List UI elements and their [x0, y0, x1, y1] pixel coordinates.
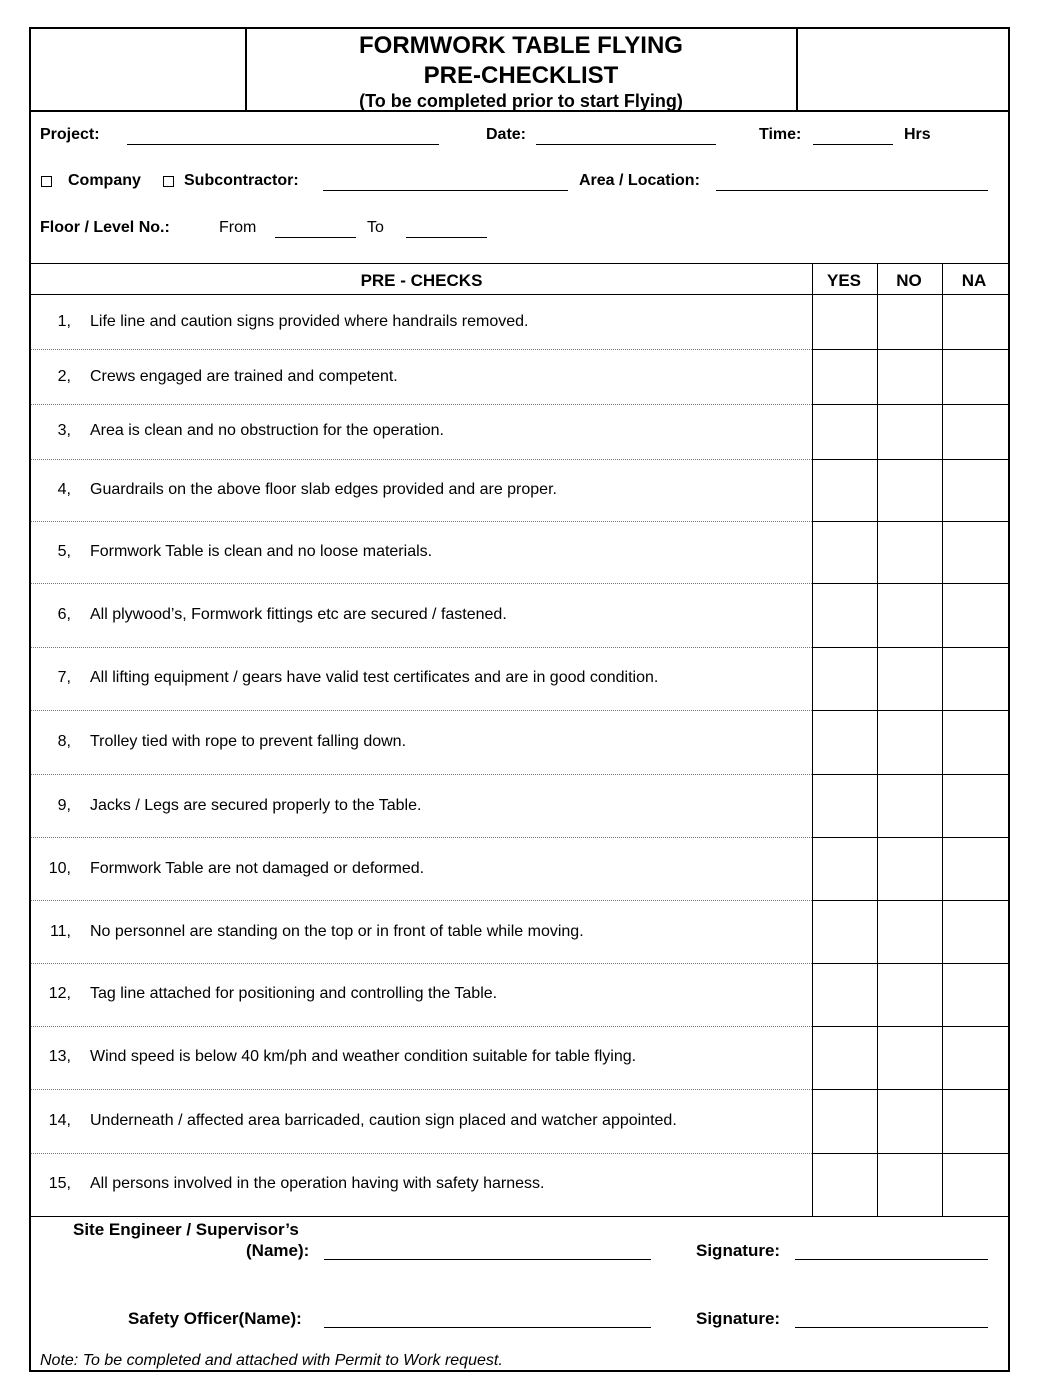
- row-divider: [31, 404, 812, 405]
- row-number: 14,: [48, 1112, 71, 1129]
- yes-column-header: YES: [826, 271, 862, 290]
- cell-divider: [812, 774, 1008, 775]
- safety-officer-label: Safety Officer(Name):: [128, 1309, 302, 1328]
- row-number: 11,: [49, 923, 71, 940]
- check-item-text: Tag line attached for positioning and controlling the Table.: [90, 985, 498, 1002]
- row-number: 5,: [57, 543, 71, 560]
- header-divider-right: [796, 29, 798, 112]
- row-divider: [31, 1153, 812, 1154]
- check-item-text: Life line and caution signs provided where handrails removed.: [90, 313, 529, 330]
- hrs-label: Hrs: [904, 126, 931, 143]
- table-top-border: [31, 263, 1008, 264]
- check-item-text: Guardrails on the above floor slab edges provided and are proper.: [90, 481, 557, 498]
- check-item-text: All persons involved in the operation having with safety harness.: [90, 1175, 545, 1192]
- safety-officer-name-field[interactable]: [324, 1327, 651, 1328]
- row-divider: [31, 900, 812, 901]
- cell-divider: [812, 349, 1008, 350]
- floor-level-label: Floor / Level No.:: [40, 219, 170, 236]
- row-divider: [31, 774, 812, 775]
- floor-from-field[interactable]: [275, 237, 356, 238]
- cell-divider: [812, 900, 1008, 901]
- row-number: 2,: [57, 368, 71, 385]
- row-divider: [31, 1026, 812, 1027]
- cell-divider: [812, 1089, 1008, 1090]
- row-number: 9,: [57, 797, 71, 814]
- row-number: 13,: [48, 1048, 71, 1065]
- row-number: 10,: [48, 860, 71, 877]
- row-divider: [31, 521, 812, 522]
- row-number: 8,: [57, 733, 71, 750]
- check-item-text: Formwork Table is clean and no loose materials.: [90, 543, 433, 560]
- check-item-text: Formwork Table are not damaged or deformed.: [90, 860, 425, 877]
- form-title-line2: PRE-CHECKLIST: [423, 62, 619, 89]
- cell-divider: [812, 963, 1008, 964]
- no-column-line: [877, 263, 878, 1216]
- site-engineer-name-field[interactable]: [324, 1259, 651, 1260]
- row-number: 12,: [48, 985, 71, 1002]
- area-location-label: Area / Location:: [579, 172, 700, 189]
- row-number: 3,: [57, 422, 71, 439]
- site-engineer-name-label: (Name):: [246, 1241, 310, 1260]
- company-label: Company: [68, 172, 141, 189]
- cell-divider: [812, 647, 1008, 648]
- row-number: 15,: [48, 1175, 71, 1192]
- check-item-text: Underneath / affected area barricaded, caution sign placed and watcher appointed.: [90, 1112, 677, 1129]
- company-checkbox[interactable]: [41, 176, 52, 187]
- to-label: To: [367, 219, 384, 236]
- date-label: Date:: [486, 126, 527, 143]
- row-number: 7,: [57, 669, 71, 686]
- table-bottom-border: [31, 1216, 1008, 1217]
- check-item-text: Trolley tied with rope to prevent falling down.: [90, 733, 407, 750]
- time-label: Time:: [759, 126, 802, 143]
- na-column-header: NA: [961, 271, 987, 290]
- site-engineer-label: Site Engineer / Supervisor’s: [73, 1220, 299, 1239]
- cell-divider: [812, 404, 1008, 405]
- check-item-text: Jacks / Legs are secured properly to the Table.: [90, 797, 422, 814]
- row-divider: [31, 647, 812, 648]
- subcontractor-label: Subcontractor:: [184, 172, 299, 189]
- project-label: Project:: [40, 126, 100, 143]
- cell-divider: [812, 1026, 1008, 1027]
- cell-divider: [812, 710, 1008, 711]
- cell-divider: [812, 837, 1008, 838]
- area-location-field[interactable]: [716, 190, 988, 191]
- safety-officer-signature-label: Signature:: [696, 1309, 781, 1328]
- checklist-form: [29, 27, 1010, 1372]
- cell-divider: [812, 1153, 1008, 1154]
- site-engineer-signature-field[interactable]: [795, 1259, 988, 1260]
- yes-column-line: [812, 263, 813, 1216]
- row-divider: [31, 459, 812, 460]
- pre-checks-header: PRE - CHECKS: [360, 271, 483, 290]
- date-field[interactable]: [536, 144, 716, 145]
- subcontractor-field[interactable]: [323, 190, 568, 191]
- row-divider: [31, 963, 812, 964]
- project-field[interactable]: [127, 144, 439, 145]
- floor-to-field[interactable]: [406, 237, 487, 238]
- row-number: 1,: [57, 313, 71, 330]
- form-title-line1: FORMWORK TABLE FLYING: [359, 32, 683, 59]
- no-column-header: NO: [896, 271, 922, 290]
- cell-divider: [812, 459, 1008, 460]
- na-column-line: [942, 263, 943, 1216]
- form-subtitle: (To be completed prior to start Flying): [359, 91, 683, 111]
- check-item-text: Crews engaged are trained and competent.: [90, 368, 398, 385]
- row-number: 4,: [57, 481, 71, 498]
- check-item-text: All lifting equipment / gears have valid test certificates and are in good condition.: [90, 669, 659, 686]
- row-divider: [31, 1089, 812, 1090]
- safety-officer-signature-field[interactable]: [795, 1327, 988, 1328]
- time-field[interactable]: [813, 144, 893, 145]
- row-divider: [31, 349, 812, 350]
- check-item-text: Wind speed is below 40 km/ph and weather condition suitable for table flying.: [90, 1048, 637, 1065]
- table-header-border: [31, 294, 1008, 295]
- check-item-text: All plywood’s, Formwork fittings etc are secured / fastened.: [90, 606, 507, 623]
- subcontractor-checkbox[interactable]: [163, 176, 174, 187]
- row-divider: [31, 710, 812, 711]
- form-note: Note: To be completed and attached with Permit to Work request.: [40, 1352, 503, 1369]
- row-divider: [31, 583, 812, 584]
- form-header: [31, 29, 1008, 112]
- row-number: 6,: [57, 606, 71, 623]
- cell-divider: [812, 521, 1008, 522]
- check-item-text: No personnel are standing on the top or in front of table while moving.: [90, 923, 584, 940]
- cell-divider: [812, 583, 1008, 584]
- row-divider: [31, 837, 812, 838]
- site-engineer-signature-label: Signature:: [696, 1241, 781, 1260]
- check-item-text: Area is clean and no obstruction for the operation.: [90, 422, 444, 439]
- from-label: From: [219, 219, 257, 236]
